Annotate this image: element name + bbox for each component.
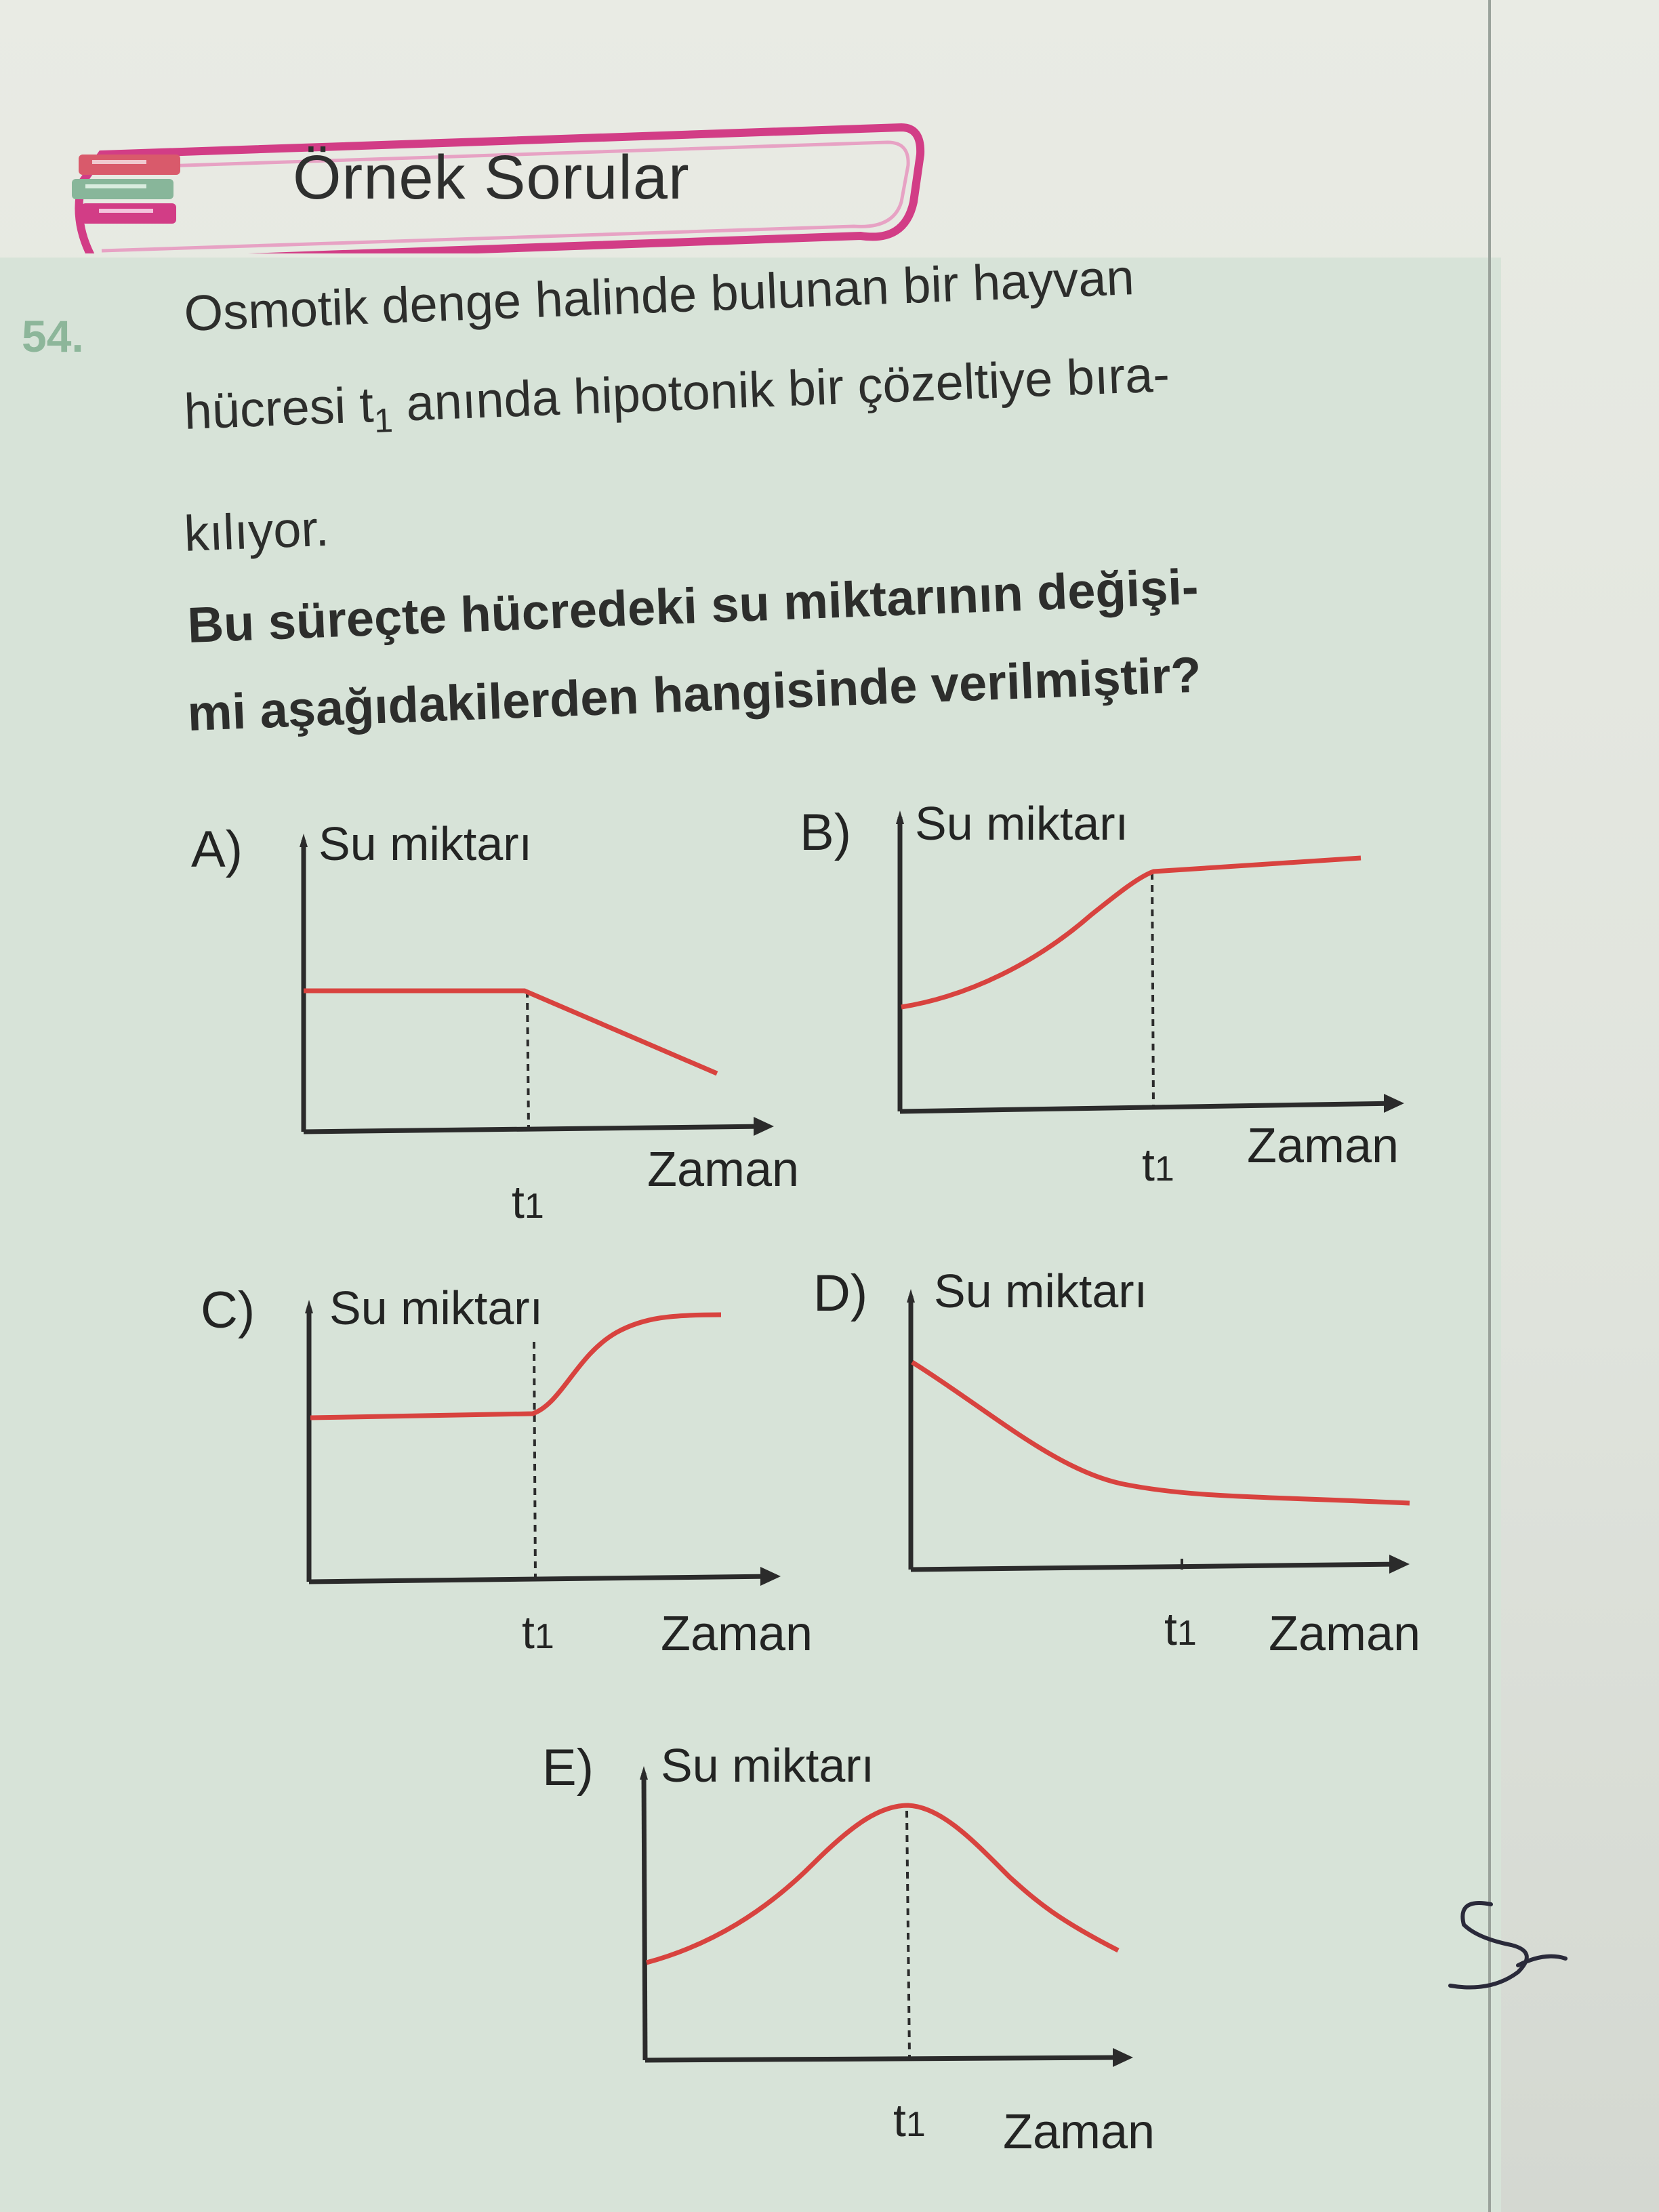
- option-b-curve: [901, 858, 1361, 1007]
- option-e-chart: [610, 1748, 1152, 2101]
- question-line-3: kılıyor.: [183, 499, 330, 562]
- option-e-t1-guide: [907, 1811, 909, 2057]
- option-c-tick-sub: 1: [534, 1617, 554, 1656]
- option-b-x-axis: [900, 1103, 1396, 1111]
- option-c-chart: [278, 1274, 820, 1626]
- option-e-letter: E): [542, 1739, 594, 1797]
- option-b-x-arrow: [1384, 1094, 1404, 1113]
- option-d-chart: [880, 1267, 1449, 1620]
- option-e-x-arrow: [1113, 2048, 1133, 2067]
- option-b-xlabel: Zaman: [1247, 1119, 1399, 1173]
- option-d-tick-t1: t1: [1164, 1603, 1197, 1655]
- option-a-tick-sub: 1: [524, 1187, 544, 1226]
- option-b-ylabel: Su miktarı: [915, 797, 1129, 850]
- section-header: [75, 100, 928, 253]
- option-b-letter: B): [800, 804, 851, 861]
- question-line-2-subscript: 1: [373, 401, 394, 440]
- option-a-x-arrow: [754, 1117, 774, 1136]
- question-line-2-pre: hücresi t: [183, 376, 375, 440]
- option-a-chart: [271, 813, 813, 1166]
- option-a-ylabel: Su miktarı: [319, 817, 533, 870]
- header-title: Örnek Sorular: [293, 143, 690, 212]
- option-d-x-axis: [911, 1564, 1401, 1570]
- option-e-curve: [647, 1805, 1118, 1963]
- option-e-tick-sub: 1: [905, 2105, 926, 2144]
- option-a-curve: [304, 991, 717, 1073]
- question-prompt-line-1: Bu süreçte hücredeki su miktarının değişi-: [186, 558, 1200, 653]
- option-b-tick-t1: t1: [1142, 1139, 1174, 1191]
- option-c-curve: [310, 1315, 721, 1418]
- option-d-x-arrow: [1389, 1555, 1410, 1574]
- option-a-t1-guide: [527, 991, 529, 1129]
- option-b-chart: [867, 793, 1437, 1145]
- option-c-tick-t1: t1: [522, 1607, 554, 1658]
- option-c-letter: C): [201, 1282, 255, 1339]
- page-margin-line: [1488, 0, 1491, 2212]
- question-line-2-post: anında hipotonik bir çözeltiye bıra-: [391, 346, 1171, 432]
- option-d-curve: [912, 1362, 1410, 1503]
- option-d-xlabel: Zaman: [1269, 1607, 1421, 1661]
- option-d-tick-sub: 1: [1176, 1614, 1197, 1653]
- option-c-t1-guide: [534, 1342, 535, 1579]
- option-a-x-axis: [304, 1126, 766, 1132]
- option-c-x-arrow: [760, 1567, 781, 1586]
- option-b-t1-guide: [1152, 873, 1153, 1107]
- question-number: 54.: [22, 311, 84, 361]
- option-e-y-axis: [644, 1773, 645, 2060]
- option-c-x-axis: [309, 1576, 773, 1582]
- question-prompt-line-2: mi aşağıdakilerden hangisinde verilmiştir?: [186, 646, 1203, 741]
- option-e-x-axis: [645, 2057, 1125, 2060]
- option-d-ylabel: Su miktarı: [934, 1265, 1148, 1317]
- option-d-letter: D): [813, 1265, 868, 1322]
- handwritten-mark: [1437, 1884, 1572, 2006]
- option-e-xlabel: Zaman: [1003, 2105, 1155, 2159]
- option-e-ylabel: Su miktarı: [661, 1739, 875, 1792]
- option-c-ylabel: Su miktarı: [329, 1282, 544, 1334]
- option-e-tick-t1: t1: [893, 2095, 926, 2146]
- option-a-xlabel: Zaman: [647, 1143, 800, 1197]
- option-c-xlabel: Zaman: [661, 1607, 813, 1661]
- question-line-1: Osmotik denge halinde bulunan bir hayvan: [183, 249, 1136, 342]
- option-b-tick-sub: 1: [1154, 1149, 1174, 1189]
- option-a-tick-t1: t1: [512, 1176, 544, 1228]
- books-icon: [72, 148, 180, 236]
- option-a-letter: A): [191, 821, 243, 878]
